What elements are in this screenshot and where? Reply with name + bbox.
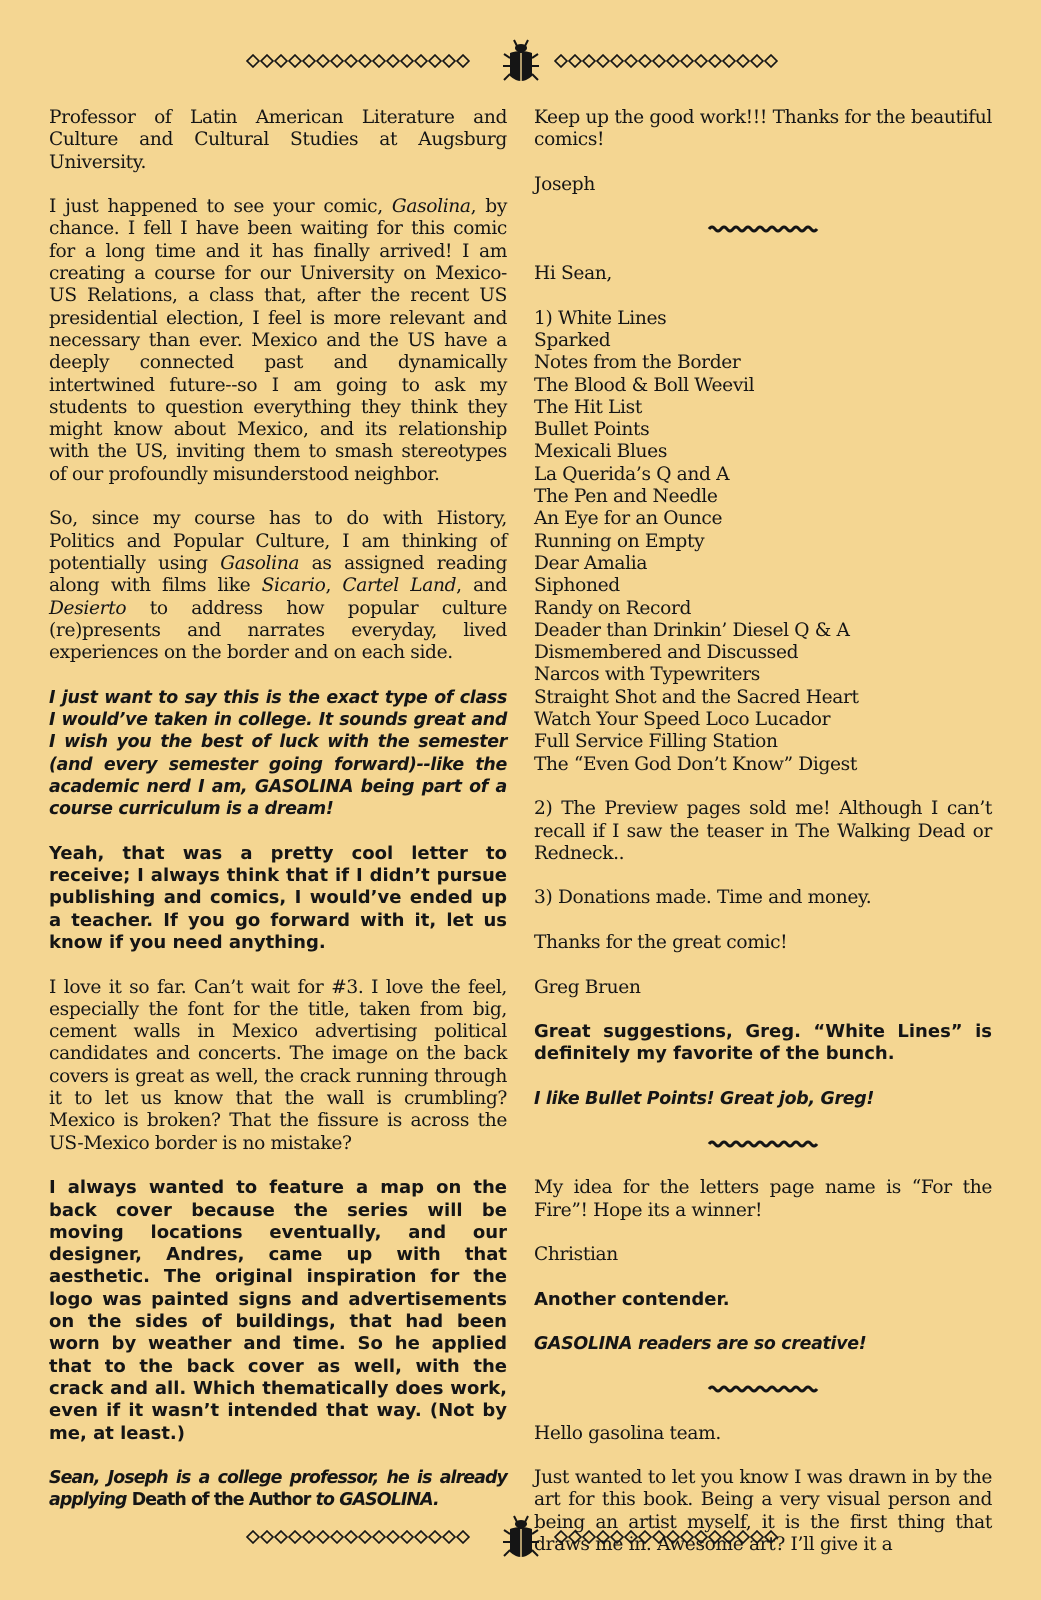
- list-item: Dismembered and Discussed: [534, 642, 799, 664]
- letter-paragraph: 2) The Preview pages sold me! Although I can’t recall if I saw the teaser in The Walking Dead or Redneck..: [534, 798, 992, 864]
- list-item: Randy on Record: [534, 597, 692, 619]
- right-column: [534, 107, 992, 1579]
- diamond-border-left: [246, 1530, 470, 1544]
- list-item: Dear Amalia: [534, 552, 648, 574]
- list-item: The Blood & Boll Weevil: [534, 374, 755, 396]
- list-item: Notes from the Border: [534, 352, 741, 374]
- letter-paragraph: Keep up the good work!!! Thanks for the beautiful comics!: [534, 107, 992, 151]
- list-item: Bullet Points: [534, 419, 650, 441]
- list-item: The Pen and Needle: [534, 486, 718, 508]
- list-item: Mexicali Blues: [534, 441, 668, 463]
- beetle-icon: [502, 1512, 540, 1562]
- editor-reply: GASOLINA readers are so creative!: [534, 1334, 867, 1355]
- wave-divider-icon: [534, 218, 992, 240]
- wave-divider-icon: [534, 1133, 992, 1155]
- editor-reply: I just want to say this is the exact type of class I would’ve taken in college. It sounds great and I wish you the best of luck with the semester (and every semester going forward)--like the academic nerd I am, GASOLINA being part of a course curriculum is a dream!: [49, 687, 507, 820]
- wave-divider-icon: [534, 1378, 992, 1400]
- editor-reply: Yeah, that was a pretty cool letter to receive; I always think that if I didn’t pursue publishing and comics, I would’ve ended up a teacher. If you go forward with it, let us know if you need anything.: [49, 842, 507, 953]
- letter-signature: Christian: [534, 1244, 618, 1266]
- list-item: Running on Empty: [534, 530, 705, 552]
- editor-reply: I always wanted to feature a map on the back cover because the series will be moving locations eventually, and our designer, Andres, came up with that aesthetic. The original inspiration for the logo was painted signs and advertisements on the sides of buildings, that had been worn by weather and time. So he applied that to the back cover as well, with the crack and all. Which thematically does work, even if it wasn’t intended that way. (Not by me, at least.): [49, 1177, 507, 1444]
- list-item: The Hit List: [534, 396, 642, 418]
- editor-reply: I like Bullet Points! Great job, Greg!: [534, 1089, 875, 1110]
- list-item: 1) White Lines: [534, 307, 667, 329]
- bottom-ornament: [0, 1512, 1041, 1562]
- list-item: Sparked: [534, 329, 611, 351]
- letter-paragraph: Just wanted to let you know I was drawn in by the art for this book. Being a very visual person and being an artist myself, it is the first thing that draws me in. Awesome art? I’ll give it a: [534, 1467, 992, 1555]
- list-item: Deader than Drinkin’ Diesel Q & A: [534, 619, 850, 641]
- diamond-border-right: [554, 54, 778, 68]
- editor-reply: Great suggestions, Greg. “White Lines” is definitely my favorite of the bunch.: [534, 1021, 992, 1065]
- list-item: Siphoned: [534, 575, 620, 597]
- list-item: The “Even God Don’t Know” Digest: [534, 753, 857, 775]
- list-item: La Querida’s Q and A: [534, 463, 730, 485]
- suggestion-list: [534, 308, 992, 776]
- diamond-border-right: [554, 1530, 778, 1544]
- letter-greeting: Hello gasolina team.: [534, 1422, 721, 1444]
- letter-paragraph: My idea for the letters page name is “For the Fire”! Hope its a winner!: [534, 1177, 992, 1221]
- letter-paragraph: I love it so far. Can’t wait for #3. I love the feel, especially the font for the title, taken from big, cement walls in Mexico advertising political candidates and concerts. The image on the back covers is great as well, the crack running through it to let us know that the wall is crumbling? Mexico is broken? That the fissure is across the US-Mexico border is no mistake?: [49, 976, 507, 1154]
- letter-signature: Joseph: [534, 173, 595, 195]
- beetle-icon: [502, 36, 540, 86]
- letter-signature: Greg Bruen: [534, 976, 641, 998]
- left-column: [49, 107, 507, 1534]
- diamond-border-left: [246, 54, 470, 68]
- top-ornament: [0, 36, 1041, 86]
- letter-greeting: Hi Sean,: [534, 263, 612, 285]
- editor-reply: Another contender.: [534, 1288, 730, 1310]
- list-item: An Eye for an Ounce: [534, 508, 723, 530]
- letter-paragraph: Thanks for the great comic!: [534, 931, 788, 953]
- letter-paragraph: 3) Donations made. Time and money.: [534, 887, 872, 909]
- letter-intro: Professor of Latin American Literature and Culture and Cultural Studies at Augsburg University.: [49, 107, 507, 173]
- letter-paragraph: I just happened to see your comic, Gasolina, by chance. I fell I have been waiting for this comic for a long time and it has finally arrived! I am creating a course for our University on Mexico-US Relations, a class that, after the recent US presidential election, I feel is more relevant and necessary than ever. Mexico and the US have a deeply connected past and dynamically intertwined future--so I am going to ask my students to question everything they think they might know about Mexico, and its relationship with the US, inviting them to smash stereotypes of our profoundly misunderstood neighbor.: [49, 196, 508, 485]
- list-item: Full Service Filling Station: [534, 731, 778, 753]
- editor-reply: Sean, Joseph is a college professor, he is already applying Death of the Author to GASOLINA.: [49, 1468, 507, 1511]
- list-item: Straight Shot and the Sacred Heart: [534, 686, 859, 708]
- list-item: Narcos with Typewriters: [534, 664, 760, 686]
- list-item: Watch Your Speed Loco Lucador: [534, 709, 831, 731]
- letter-paragraph: So, since my course has to do with History, Politics and Popular Culture, I am thinking of potentially using Gasolina as assigned reading along with films like Sicario, Cartel Land, and Desierto to address how popular culture (re)presents and narrates everyday, lived experiences on the border and on each side.: [49, 508, 507, 664]
